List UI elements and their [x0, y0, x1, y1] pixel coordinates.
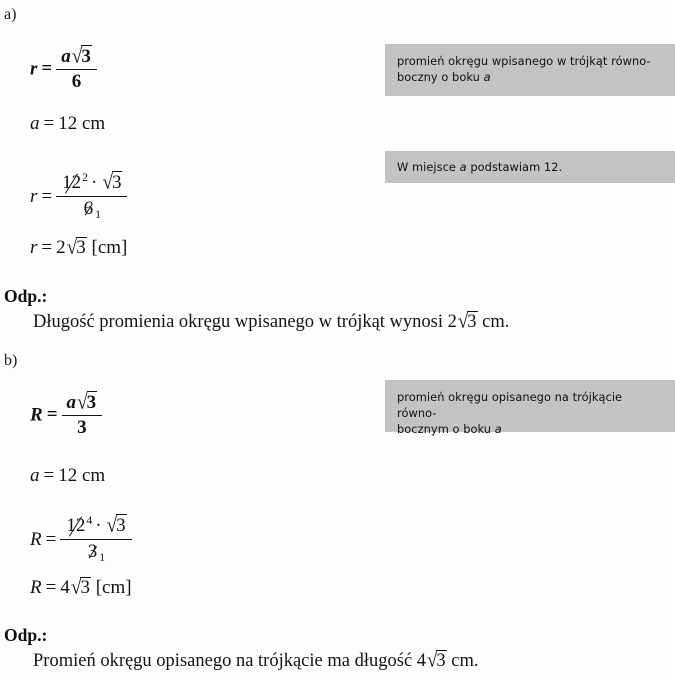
formula-inscribed-radius — [30, 46, 97, 94]
sqrt-icon — [66, 237, 87, 257]
given-var: a — [30, 465, 40, 486]
result-coefficient: 2 — [56, 237, 66, 258]
answer-text-b — [33, 650, 479, 672]
sqrt-icon — [457, 311, 478, 333]
substitution-fraction — [56, 171, 127, 222]
multiplication-dot: · — [91, 172, 98, 194]
cancel-result-denominator: 1 — [99, 551, 106, 565]
radical-sign: √ — [70, 576, 82, 599]
cancelled-denominator: 6 — [83, 197, 94, 219]
formula-fraction — [62, 391, 103, 439]
callout-circumscribed-radius — [385, 380, 675, 437]
callout-var-a: a — [483, 70, 491, 85]
substitution-circumscribed — [30, 515, 132, 566]
result-unit: [cm] — [91, 237, 128, 258]
result-circumscribed — [30, 577, 132, 597]
formula-circumscribed-radius — [30, 392, 102, 440]
formula-numerator-var: a — [66, 392, 77, 413]
substitution-equals: = — [41, 185, 53, 207]
callout-text — [397, 159, 562, 175]
callout-inscribed-radius — [385, 44, 675, 96]
substitution-numerator — [56, 171, 127, 197]
substitution-lhs: r — [30, 185, 38, 207]
callout-substitute-12 — [385, 151, 675, 183]
result-lhs: r — [30, 237, 38, 258]
callout-line-2: bocznym o boku — [397, 422, 495, 437]
substitution-fraction — [60, 514, 131, 565]
given-unit: cm — [81, 465, 106, 486]
given-unit: cm — [81, 113, 106, 134]
formula-equals: = — [46, 404, 58, 426]
result-equals: = — [41, 237, 53, 258]
substitution-denominator — [56, 197, 127, 222]
given-equals: = — [43, 465, 55, 486]
callout-var-a: a — [459, 159, 467, 174]
radical-sign: √ — [427, 649, 438, 672]
formula-numerator-radicand: 3 — [86, 392, 97, 413]
answer-text-before: Długość promienia okręgu wpisanego w trójkąt wynosi 2 — [33, 312, 457, 332]
radical-sign: √ — [71, 45, 83, 68]
formula-fraction — [56, 45, 97, 93]
callout-line-1: W miejsce — [397, 159, 460, 174]
section-label-a: a) — [4, 6, 17, 23]
formula-denominator: 6 — [71, 71, 82, 93]
sqrt-icon — [426, 650, 447, 672]
callout-var-a: a — [494, 422, 502, 437]
formula-numerator — [62, 391, 103, 416]
formula-numerator-radicand: 3 — [81, 46, 91, 67]
sqrt-icon — [76, 391, 97, 414]
sqrt-icon — [106, 514, 127, 537]
result-unit: [cm] — [95, 577, 132, 598]
sqrt-icon — [71, 45, 92, 68]
substitution-numerator — [60, 514, 131, 540]
cancelled-numerator: 12 — [62, 172, 82, 194]
formula-equals: = — [41, 58, 53, 80]
given-number: 12 — [58, 113, 78, 134]
substitution-equals: = — [45, 528, 57, 550]
formula-lhs-r: r — [30, 58, 38, 80]
radical-sign: √ — [106, 514, 118, 538]
radical-sign: √ — [102, 171, 113, 195]
cancelled-numerator: 12 — [66, 515, 86, 537]
formula-denominator: 3 — [77, 417, 87, 439]
sqrt-icon — [101, 171, 122, 194]
result-lhs: R — [30, 577, 42, 598]
answer-label-b: Odp.: — [4, 625, 48, 645]
answer-radicand: 3 — [467, 312, 477, 332]
result-equals: = — [45, 577, 57, 598]
answer-radicand: 3 — [436, 651, 446, 671]
callout-line-2: boczny o boku — [397, 70, 484, 85]
radical-sign: √ — [66, 236, 78, 259]
callout-line-1: promień okręgu opisanego na trójkącie równo- — [397, 390, 623, 421]
sqrt-icon — [70, 577, 91, 597]
answer-label-a: Odp.: — [4, 286, 48, 306]
answer-text-after: cm. — [477, 312, 510, 332]
given-number: 12 — [58, 465, 78, 486]
given-value-a-b — [30, 466, 105, 485]
formula-numerator-var: a — [61, 46, 71, 67]
given-var: a — [30, 113, 40, 134]
substitution-denominator — [60, 540, 131, 565]
given-value-a — [30, 114, 105, 133]
radical-sign: √ — [77, 391, 88, 414]
result-coefficient: 4 — [60, 577, 70, 598]
substitution-radicand: 3 — [116, 515, 126, 537]
result-radicand: 3 — [76, 237, 86, 258]
callout-line-1-after: podstawiam 12. — [466, 159, 563, 174]
cancel-result-denominator: 1 — [95, 208, 101, 222]
answer-text-after: cm. — [446, 651, 479, 671]
substitution-inscribed — [30, 172, 127, 223]
section-label-b: b) — [4, 352, 18, 369]
answer-text-a — [33, 311, 509, 333]
cancel-result-numerator: 2 — [82, 171, 89, 184]
given-equals: = — [43, 113, 55, 134]
cancel-result-numerator: 4 — [86, 514, 93, 527]
formula-numerator — [56, 45, 97, 70]
formula-lhs-R: R — [30, 404, 43, 426]
callout-line-1: promień okręgu wpisanego w trójkąt równo- — [397, 54, 651, 68]
substitution-radicand: 3 — [111, 172, 122, 194]
answer-text-before: Promień okręgu opisanego na trójkącie ma długość 4 — [33, 651, 427, 671]
radical-sign: √ — [457, 310, 469, 333]
result-inscribed — [30, 237, 127, 257]
multiplication-dot: · — [95, 515, 102, 537]
substitution-lhs: R — [30, 528, 42, 550]
cancelled-denominator: 3 — [87, 540, 98, 562]
result-radicand: 3 — [80, 577, 90, 598]
